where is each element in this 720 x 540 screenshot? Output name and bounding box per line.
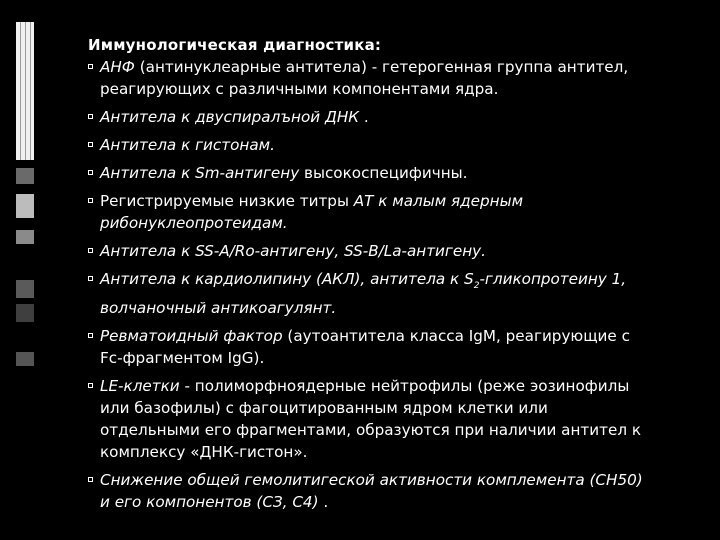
decor-block <box>16 304 34 322</box>
square-bullet-icon <box>88 64 93 69</box>
list-item <box>88 469 648 513</box>
list-item <box>88 268 648 319</box>
square-bullet-icon <box>88 333 93 338</box>
list-item <box>88 190 648 234</box>
list-item-text: Антитела к гистонам. <box>100 136 275 154</box>
list-item-text: LE-клетки <box>100 377 180 396</box>
list-item-text: Антитела к Sm-антигену <box>100 164 300 182</box>
decor-block <box>16 352 34 366</box>
list-item <box>88 134 648 156</box>
list-item-text: Антитела к кардиолипину (АКЛ), антитела к S <box>100 270 474 288</box>
square-bullet-icon <box>88 276 93 281</box>
square-bullet-icon <box>88 198 93 203</box>
list-item-text: (антинуклеарные антитела) - гетерогенная группа антител, реагирующих с различными компонентами ядра. <box>100 58 629 98</box>
list-item-text: -гликопротеину 1, волчаночный антикоагулянт. <box>100 270 627 318</box>
list-item <box>88 325 648 369</box>
list-item-text: Снижение общей гемолитигеской активности комплемента (СН50) и его компонентов (СЗ, С4) <box>100 471 643 512</box>
decor-block <box>16 280 34 298</box>
list-item <box>88 162 648 184</box>
square-bullet-icon <box>88 383 93 388</box>
list-item <box>88 106 648 128</box>
square-bullet-icon <box>88 477 93 482</box>
list-item-text: (аутоантитела класса IgM, реагирующие с Fc-фрагментом IgG). <box>100 327 630 368</box>
list-item-text: . <box>359 108 369 126</box>
list-item-text: высокоспецифичны. <box>299 164 468 182</box>
list-item <box>88 56 648 100</box>
list-item-text: Ревматоидный фактор <box>100 327 283 346</box>
list-item-text: АТ к малым ядерным рибонуклеопротеидам. <box>100 192 524 232</box>
list-item-text: Регистрируемые низкие титры <box>100 192 354 210</box>
list-item-text: Антитела к SS-A/Ro-антигену, SS-B/La-антигену. <box>100 242 486 260</box>
list-item <box>88 240 648 262</box>
list-item-text: - полиморфноядерные нейтрофилы (реже эозинофилы или базофилы) с фагоцитированным ядром клетки или отдельными его фрагментами, образуются при наличии антител к комплексу «ДНК-гистон». <box>100 377 642 462</box>
decor-block <box>16 194 34 218</box>
slide-title: Иммунологическая диагностика: <box>88 36 382 54</box>
list-item-text: 2 <box>473 281 480 292</box>
square-bullet-icon <box>88 248 93 253</box>
square-bullet-icon <box>88 142 93 147</box>
decor-block <box>16 168 34 184</box>
decor-stripe-block <box>16 22 34 160</box>
list-item-text: . <box>318 493 329 512</box>
list-item-text: АНФ <box>100 58 135 76</box>
square-bullet-icon <box>88 114 93 119</box>
square-bullet-icon <box>88 170 93 175</box>
bullet-list <box>88 56 648 519</box>
decor-block <box>16 230 34 244</box>
list-item <box>88 375 648 463</box>
list-item-text: Антитела к двуспиралъной ДНК <box>100 108 360 126</box>
